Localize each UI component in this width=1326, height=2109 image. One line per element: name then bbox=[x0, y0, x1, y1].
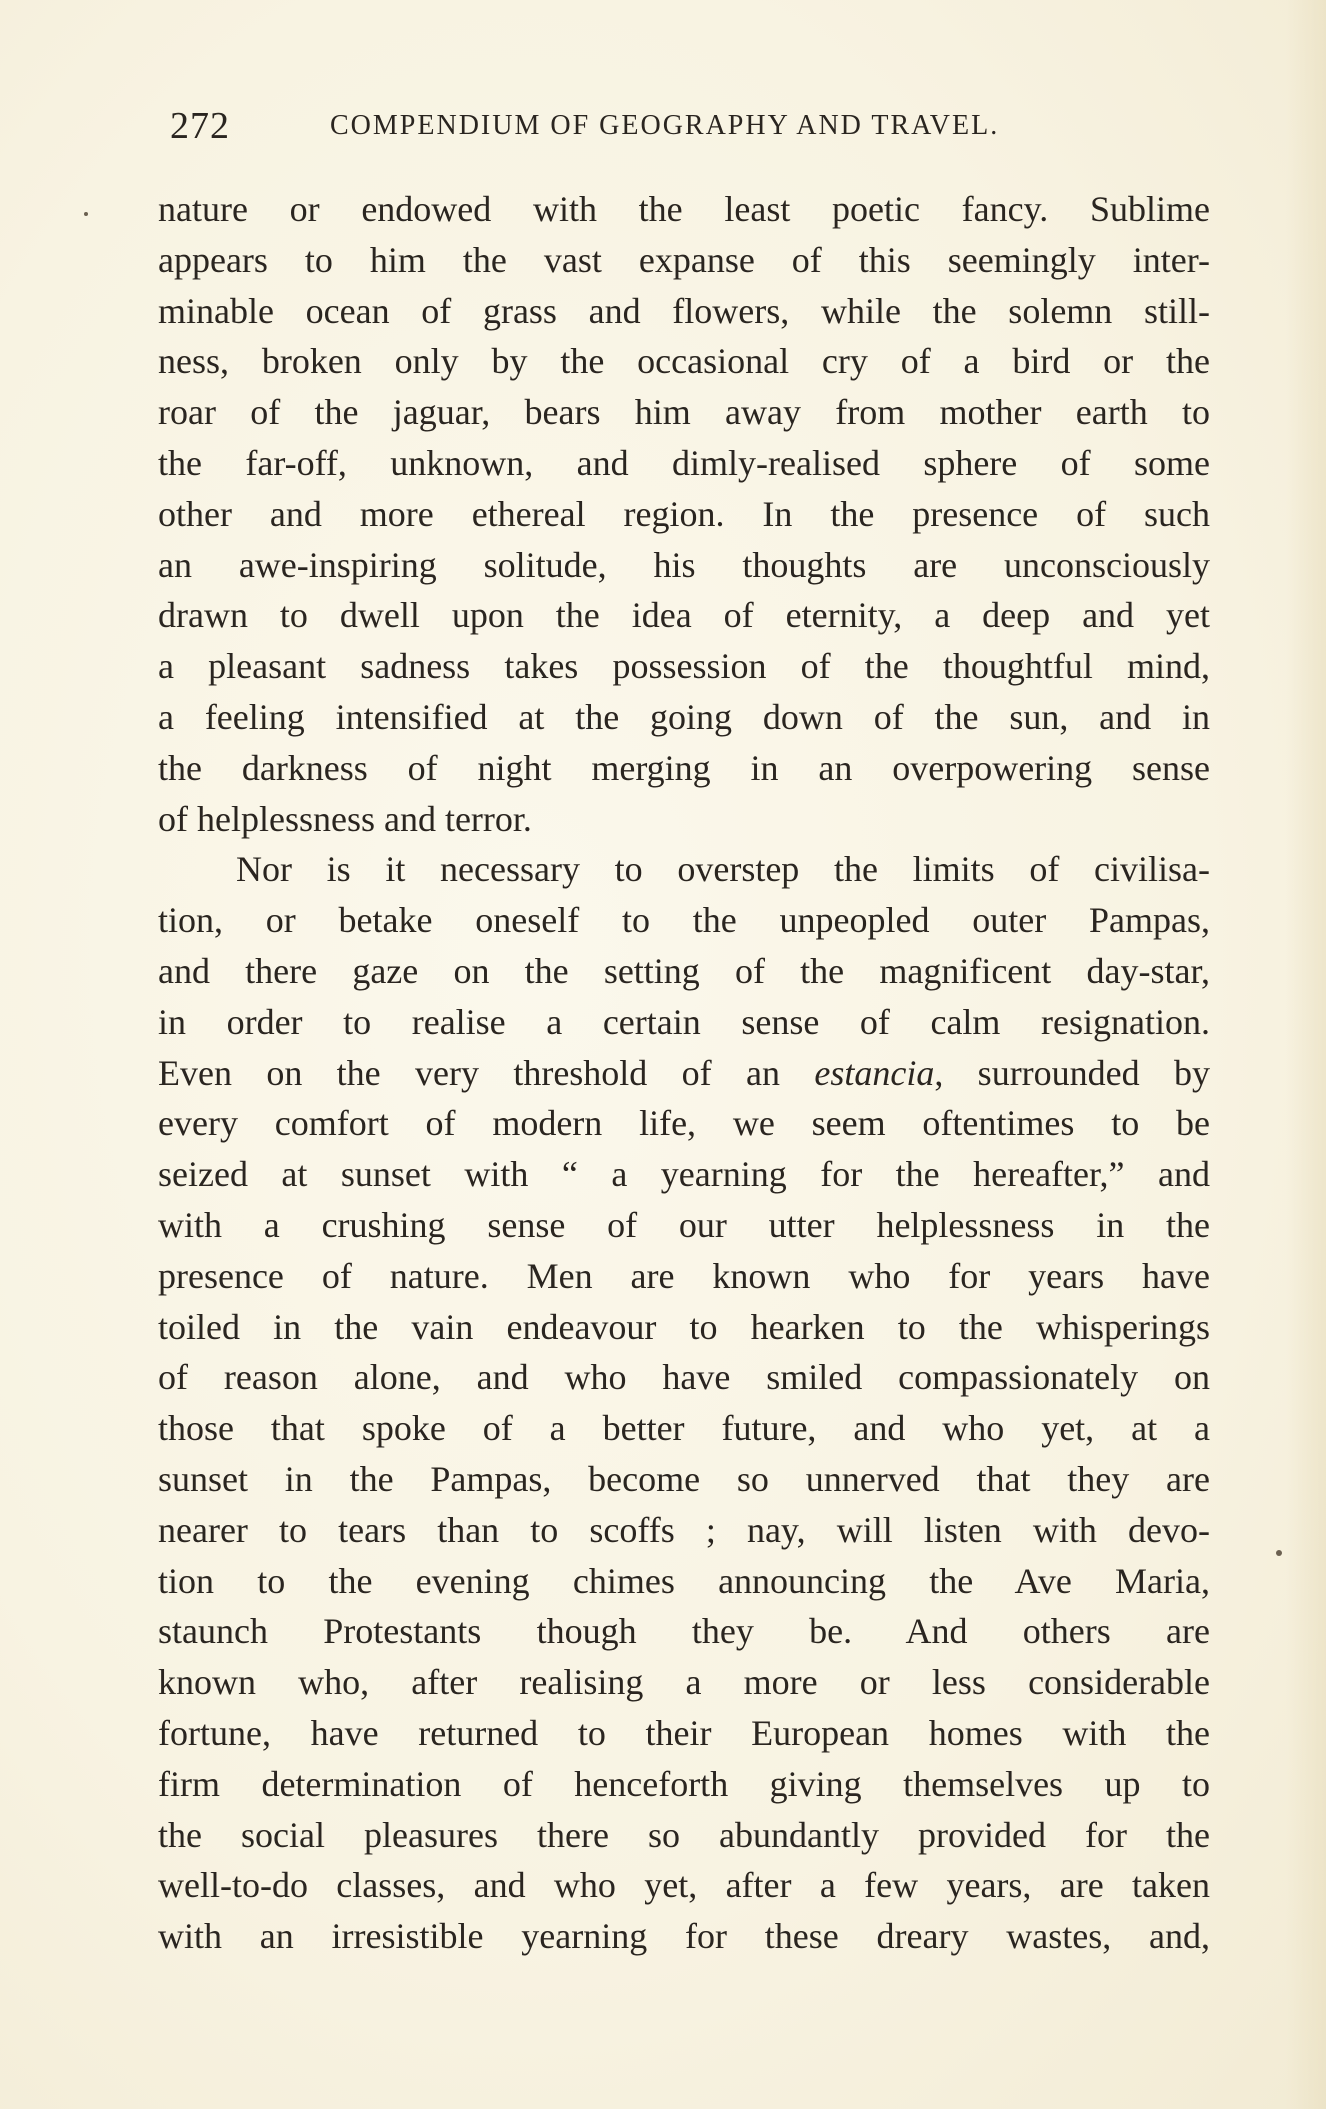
text-line: with an irresistible yearning for these dreary wastes, and, bbox=[158, 1916, 1210, 1957]
text-line: the social pleasures there so abundantly provided for the bbox=[158, 1814, 1210, 1855]
text-line: Nor is it necessary to overstep the limits of civilisa- bbox=[236, 849, 1210, 890]
page-edge-shadow bbox=[1286, 0, 1326, 2109]
text-line: roar of the jaguar, bears him away from mother earth to bbox=[158, 392, 1210, 433]
text-line: an awe-inspiring solitude, his thoughts are unconsciously bbox=[158, 544, 1210, 585]
text-line: appears to him the vast expanse of this seemingly inter- bbox=[158, 239, 1210, 280]
text-line: minable ocean of grass and flowers, while the solemn still- bbox=[158, 290, 1210, 331]
print-speck bbox=[1276, 1550, 1282, 1556]
text-line: staunch Protestants though they be. And others are bbox=[158, 1611, 1210, 1652]
text-line: nearer to tears than to scoffs ; nay, will listen with devo- bbox=[158, 1509, 1210, 1550]
text-line: in order to realise a certain sense of calm resignation. bbox=[158, 1001, 1210, 1042]
text-line: other and more ethereal region. In the presence of such bbox=[158, 493, 1210, 534]
text-line: presence of nature. Men are known who for years have bbox=[158, 1255, 1210, 1296]
text-line: of helplessness and terror. bbox=[158, 798, 532, 839]
running-header bbox=[170, 104, 1070, 147]
text-line: drawn to dwell upon the idea of eternity, a deep and yet bbox=[158, 595, 1210, 636]
running-title: COMPENDIUM OF GEOGRAPHY AND TRAVEL. bbox=[330, 110, 1000, 141]
text-line: every comfort of modern life, we seem oftentimes to be bbox=[158, 1103, 1210, 1144]
text-line: sunset in the Pampas, become so unnerved that they are bbox=[158, 1458, 1210, 1499]
text-line: toiled in the vain endeavour to hearken to the whisperings bbox=[158, 1306, 1210, 1347]
text-line: known who, after realising a more or less considerable bbox=[158, 1662, 1210, 1703]
text-line: the far-off, unknown, and dimly-realised sphere of some bbox=[158, 442, 1210, 483]
text-line: a feeling intensified at the going down of the sun, and in bbox=[158, 696, 1210, 737]
text-line: tion to the evening chimes announcing the Ave Maria, bbox=[158, 1560, 1210, 1601]
text-line: firm determination of henceforth giving themselves up to bbox=[158, 1763, 1210, 1804]
text-line: and there gaze on the setting of the magnificent day-star, bbox=[158, 950, 1210, 991]
text-line: those that spoke of a better future, and who yet, at a bbox=[158, 1408, 1210, 1449]
text-line: seized at sunset with “ a yearning for the hereafter,” and bbox=[158, 1154, 1210, 1195]
text-line: the darkness of night merging in an overpowering sense bbox=[158, 747, 1210, 788]
text-line: of reason alone, and who have smiled compassionately on bbox=[158, 1357, 1210, 1398]
italic-term: estancia bbox=[814, 1052, 935, 1093]
text-line: Even on the very threshold of an estancia, surrounded by bbox=[158, 1052, 1210, 1093]
text-line: tion, or betake oneself to the unpeopled outer Pampas, bbox=[158, 900, 1210, 941]
text-line: well-to-do classes, and who yet, after a few years, are taken bbox=[158, 1865, 1210, 1906]
body-text bbox=[158, 184, 1210, 1962]
text-line: a pleasant sadness takes possession of the thoughtful mind, bbox=[158, 646, 1210, 687]
text-line: nature or endowed with the least poetic fancy. Sublime bbox=[158, 189, 1210, 229]
print-speck bbox=[84, 212, 88, 216]
text-line: ness, broken only by the occasional cry of a bird or the bbox=[158, 341, 1210, 382]
text-line: fortune, have returned to their European homes with the bbox=[158, 1712, 1210, 1753]
text-line: with a crushing sense of our utter helplessness in the bbox=[158, 1204, 1210, 1245]
page-number: 272 bbox=[170, 105, 230, 147]
